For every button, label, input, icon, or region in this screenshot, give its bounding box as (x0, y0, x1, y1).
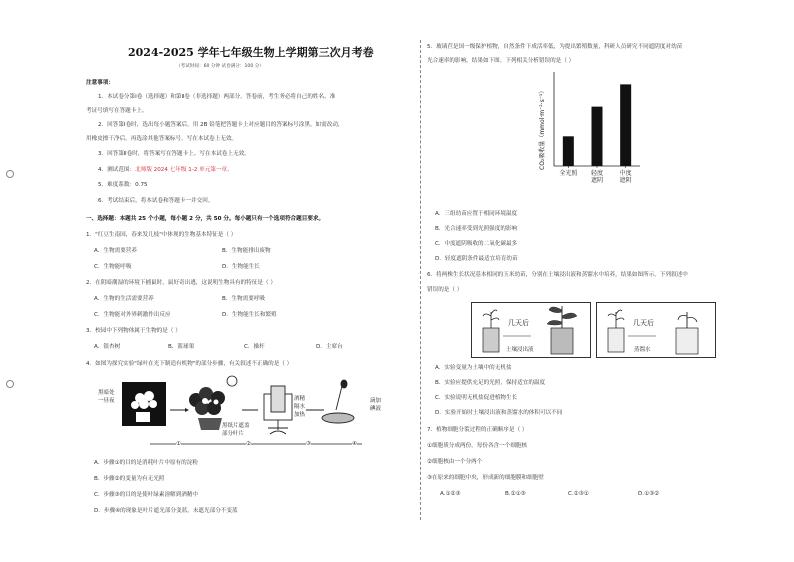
note-2a: 2．回答第Ⅰ卷时，选出每小题答案后，用 2B 铅笔把答题卡上对应题目的答案标号涂黑。如需改动， (98, 122, 344, 128)
q7-option-d[interactable]: D.①③② (638, 491, 660, 497)
note-5: 5．难度系数：0.75 (98, 182, 148, 188)
bar-1 (563, 136, 574, 166)
fig-label-alcohol-3: 加热 (294, 412, 306, 418)
column-divider (420, 40, 421, 520)
bar-2 (592, 107, 603, 166)
step-2: ② (246, 441, 251, 447)
q7-step-1: ①细胞质分成两份，每份各含一个细胞核 (427, 443, 528, 449)
q3-option-c[interactable]: C．操杆 (244, 344, 265, 350)
q4-stem: 4．如图为探究实验"绿叶在光下制造有机物"的部分步骤，有关叙述不正确的是（ ） (86, 361, 293, 367)
binding-hole (6, 380, 14, 388)
q3-option-d[interactable]: D．主席台 (316, 344, 343, 350)
q6-option-c[interactable]: C．实验说明无机盐促进植物生长 (435, 395, 518, 401)
q1-option-a[interactable]: A．生物需要营养 (94, 248, 137, 254)
step-1: ① (176, 441, 181, 447)
q2-option-b[interactable]: B．生物需要呼吸 (222, 296, 265, 302)
fig-label-alcohol: 酒精 (294, 396, 306, 402)
q2-option-d[interactable]: D．生物能生长和繁殖 (222, 312, 277, 318)
q1-option-b[interactable]: B．生物能排出废物 (222, 248, 271, 254)
q6-stem: 6．将两株生长状况基本相同的玉米幼苗，分别在土壤浸出液和蒸馏水中培养，结果如图所示。下列叙述中 (427, 272, 688, 278)
q4-option-d[interactable]: D．步骤④的现象是叶片遮光部分变蓝，未遮光部分不变蓝 (94, 508, 238, 514)
q3-option-a[interactable]: A．银杏树 (94, 344, 121, 350)
q6-option-b[interactable]: B．实验应提供充足的光照，保持适宜的温度 (435, 380, 546, 386)
note-2b: 用橡皮擦干净后，再选涂其他答案标号。写在本试卷上无效。 (86, 136, 238, 142)
note-3: 3．回答第Ⅱ卷时，将答案写在答题卡上。写在本试卷上无效。 (98, 151, 250, 157)
fig-label-cover: 黑纸片遮盖 (222, 423, 250, 429)
q1-stem: 1．"红豆生南国，春来发几枝"中体现的生物基本特征是（ ） (86, 232, 237, 238)
y-axis-label: CO₂吸收量（mmol·m⁻²·s⁻¹） (539, 87, 546, 170)
q6-option-a[interactable]: A．实验变量为土壤中的无机盐 (435, 365, 512, 371)
weak-seedling-icon (676, 312, 698, 354)
step-4: ④ (352, 441, 357, 447)
beaker-small-icon (483, 310, 499, 352)
q5-option-d[interactable]: D．轻度遮阴条件最适宜培育幼苗 (435, 256, 518, 262)
q6-stem-2: 错误的是（ ） (427, 287, 463, 293)
test-scope: 北师版 2024 七年级 1-2 单元第一章。 (135, 167, 233, 173)
note-1a: 1．本试卷分第Ⅰ卷（选择题）和第Ⅱ卷（非选择题）两部分。答卷前，考生务必将自己的姓名、准 (98, 94, 336, 100)
step-3: ③ (306, 441, 311, 447)
q4-option-a[interactable]: A．步骤①的目的是消耗叶片中原有的淀粉 (94, 460, 198, 466)
fig-label-cover-2: 部分叶片 (222, 431, 245, 437)
fig-label-iodine-2: 碘液 (370, 406, 382, 412)
note-4 (98, 166, 233, 174)
note-1b: 考证号填写在答题卡上。 (86, 108, 148, 114)
after-days-right: 几天后 (633, 319, 654, 327)
q5-option-c[interactable]: C．中度遮阴吸收的二氧化碳最多 (435, 241, 518, 247)
fig-label-dark-2: 一昼夜 (98, 398, 115, 404)
section-heading: 一、选择题：本题共 25 个小题，每小题 2 分，共 50 分。每小题只有一个选项符合题目要求。 (86, 216, 325, 222)
q3-stem: 3．校园中下列物体属于生物的是（ ） (86, 328, 181, 334)
x-tick-label: 中度 (619, 170, 632, 177)
q1-option-d[interactable]: D．生物能生长 (222, 264, 260, 270)
q7-option-b[interactable]: B.②①③ (505, 491, 526, 497)
q1-option-c[interactable]: C．生物能呼吸 (94, 264, 132, 270)
experiment-figure (92, 372, 392, 452)
q2-stem: 2．在阴暗潮湿的环境下捕鼠时，鼠好奇出逃，这说明生物具有的特征是（ ） (86, 280, 276, 286)
water-bath-icon (264, 386, 292, 434)
q3-option-b[interactable]: B．篮球架 (168, 344, 195, 350)
page-title: 2024-2025 学年七年级生物上学期第三次月考卷 (128, 46, 374, 59)
q7-step-3: ③在原来的细胞中央，形成新的细胞膜和细胞壁 (427, 475, 544, 481)
co2-bar-chart (520, 66, 670, 196)
fig-label-alcohol-2: 隔水 (294, 404, 306, 410)
q5-stem-2: 光合速率的影响，结果如下图。下列相关分析错误的是（ ） (427, 58, 575, 64)
beaker-small-icon (608, 310, 624, 352)
q6-option-d[interactable]: D．实验开始时土壤浸出液和蒸馏水的体积可以不同 (435, 410, 563, 416)
q2-option-a[interactable]: A．生物的生活需要营养 (94, 296, 154, 302)
q7-option-a[interactable]: A.①②③ (440, 491, 461, 497)
after-days-left: 几天后 (508, 319, 529, 327)
x-tick-label: 全光照 (559, 170, 578, 177)
healthy-seedling-icon (547, 306, 577, 354)
x-tick-label: 轻度 (590, 170, 604, 177)
q2-option-c[interactable]: C．生物能对外界刺激作出反应 (94, 312, 171, 318)
fig-label-dark: 黑暗处 (98, 390, 115, 396)
soil-extract-label: 土壤浸出液 (506, 347, 534, 353)
q5-option-b[interactable]: B．光合速率受到光照强度的影响 (435, 226, 518, 232)
q7-option-c[interactable]: C.②③① (568, 491, 589, 497)
distilled-water-label: 蒸馏水 (634, 347, 651, 353)
x-tick-label: 遮阴 (619, 177, 632, 184)
notes-heading: 注意事项： (86, 80, 114, 86)
page-subtitle: （考试时间：60 分钟 试卷满分：100 分） (176, 64, 264, 69)
q4-option-c[interactable]: C．步骤③的目的是使叶绿素溶解到酒精中 (94, 492, 199, 498)
q7-stem: 7．植物细胞分裂过程的正确顺序是（ ） (427, 427, 528, 433)
binding-hole (6, 170, 14, 178)
q5-stem: 5．玻璃苣是国一级保护植物，自然条件下成活率低，为提出繁殖数量，科研人员研究不同遮阴度对幼苗 (427, 44, 683, 50)
dropper-dish-icon (322, 380, 354, 423)
note-4-prefix: 4．测试范围： (98, 167, 136, 173)
note-6: 6．考试结束后，将本试卷和答题卡一并交回。 (98, 198, 214, 204)
q4-option-b[interactable]: B．步骤②的变量为有无光照 (94, 476, 165, 482)
x-tick-label: 遮阴 (590, 177, 604, 184)
binding-strip (4, 52, 14, 522)
q5-option-a[interactable]: A．三组幼苗应置于相同环境温度 (435, 211, 518, 217)
q7-step-2: ②细胞核由一个分两个 (427, 459, 483, 465)
bar-3 (620, 84, 631, 166)
fig-label-iodine: 滴加 (370, 398, 382, 404)
